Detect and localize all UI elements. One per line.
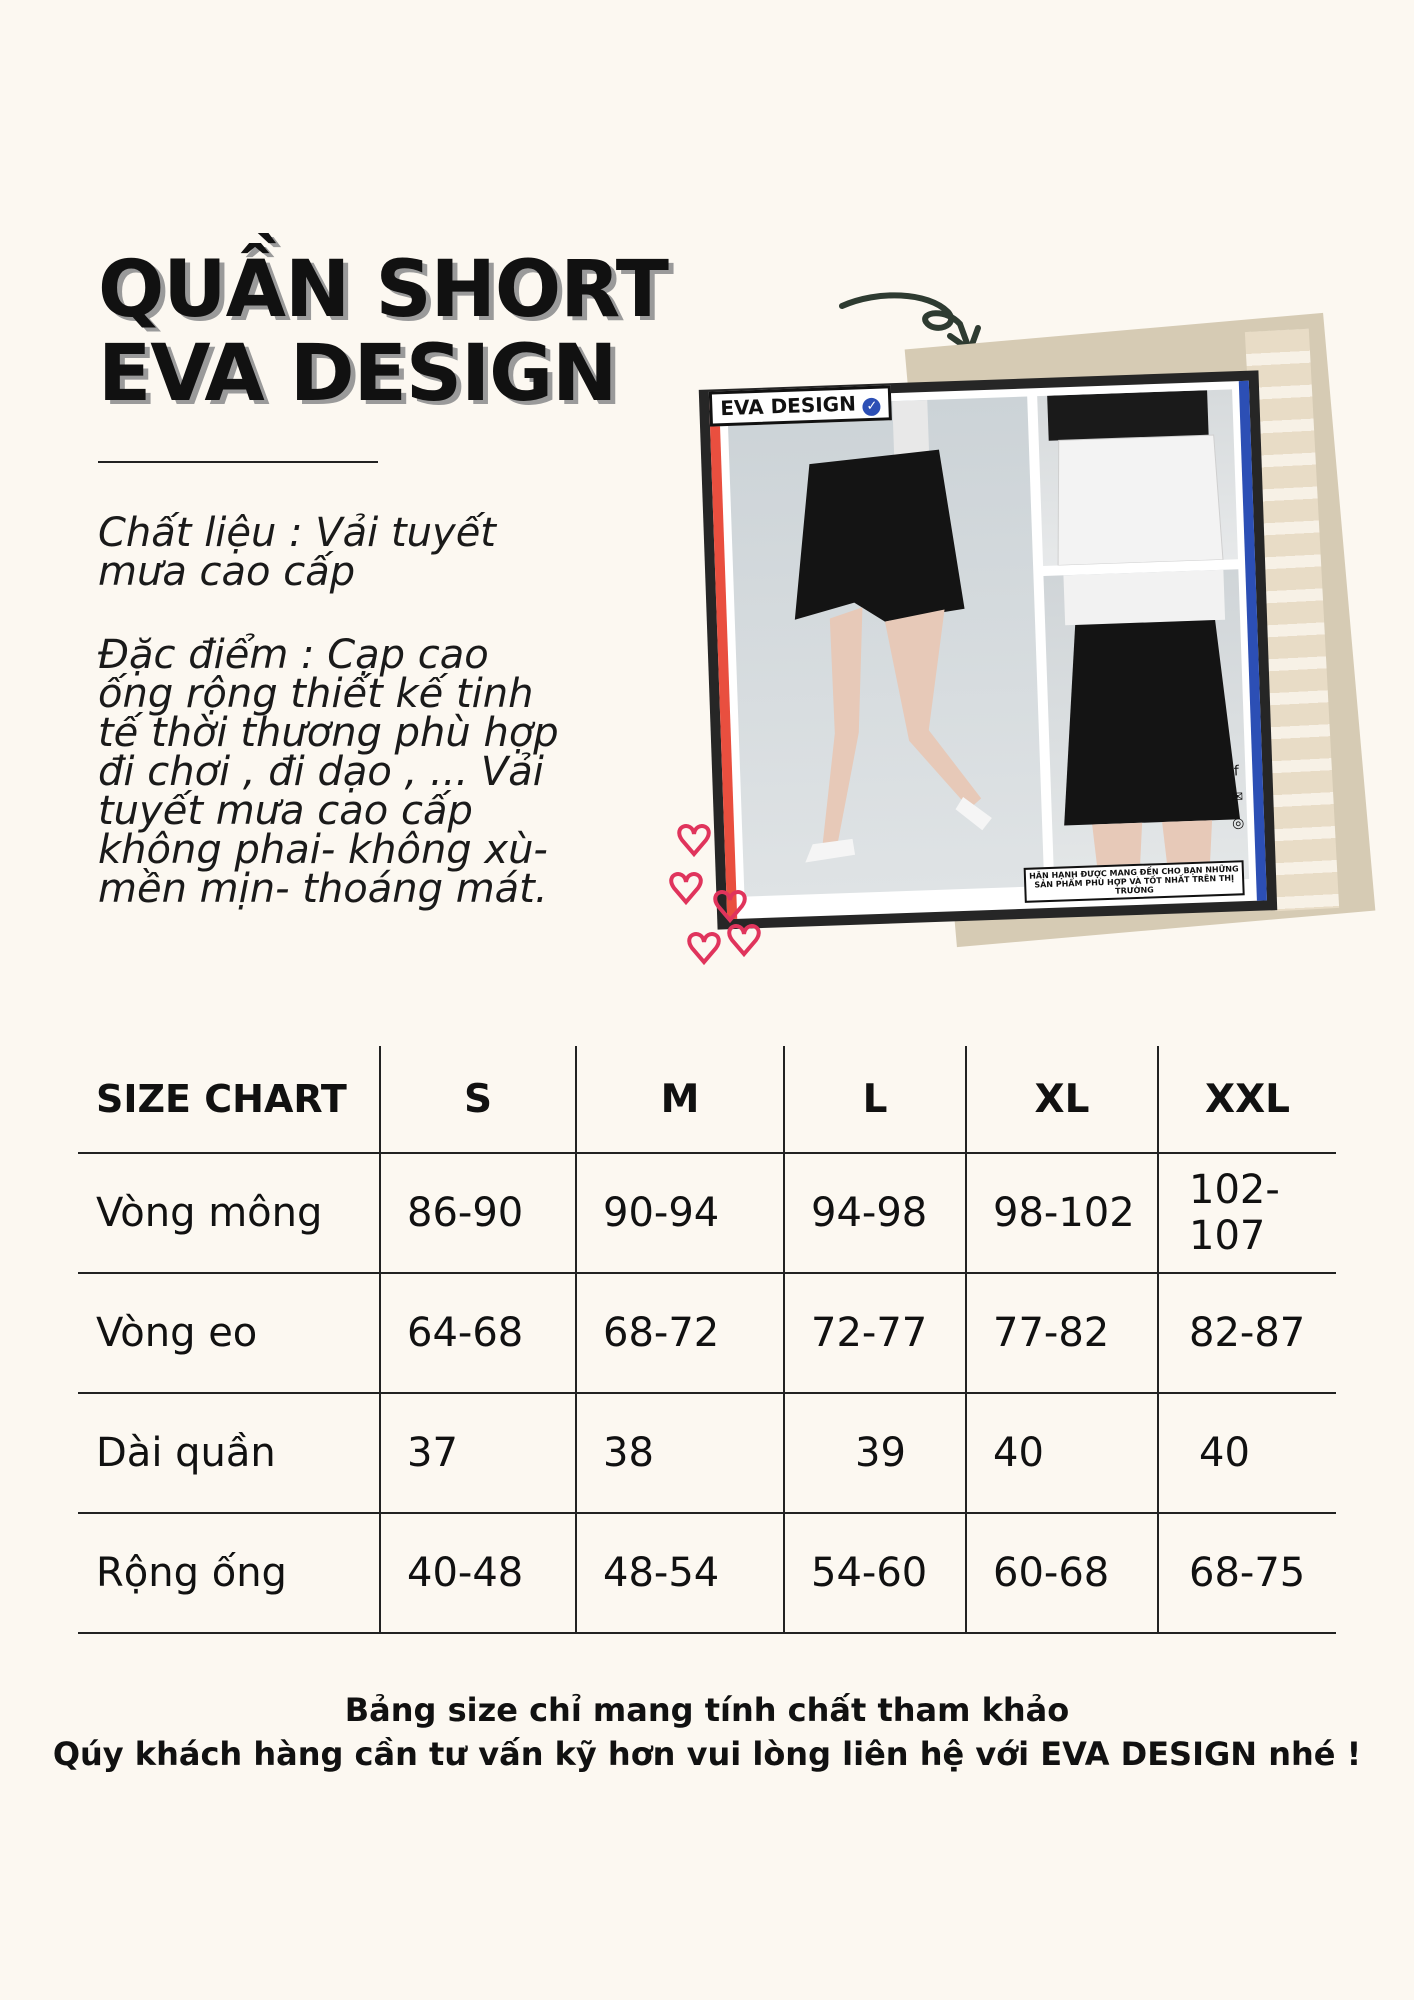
- facebook-icon: f: [1233, 763, 1240, 780]
- table-cell: 37: [380, 1393, 576, 1513]
- table-cell: 39: [784, 1393, 966, 1513]
- table-row: [78, 1393, 1336, 1513]
- brand-tag-text: EVA DESIGN: [719, 391, 857, 421]
- table-cell: 40: [1158, 1393, 1336, 1513]
- table-cell: 48-54: [576, 1513, 784, 1633]
- row-label: Vòng mông: [96, 1190, 323, 1236]
- size-chart-header-row: [78, 1046, 1336, 1153]
- table-cell: 68-72: [576, 1273, 784, 1393]
- size-header-l: L: [784, 1046, 966, 1153]
- table-cell: 40-48: [380, 1513, 576, 1633]
- table-row: [78, 1153, 1336, 1273]
- disclaimer-line-1: Bảng size chỉ mang tính chất tham khảo: [344, 1691, 1070, 1729]
- material-text: Chất liệu : Vải tuyết mưa cao cấp: [98, 510, 496, 595]
- table-cell: 54-60: [784, 1513, 966, 1633]
- table-cell: 90-94: [576, 1153, 784, 1273]
- table-cell: 72-77: [784, 1273, 966, 1393]
- title-line-2: EVA DESIGN: [98, 329, 617, 419]
- messenger-icon: ✉: [1231, 789, 1244, 806]
- photo-inner: [709, 381, 1267, 920]
- instagram-icon: ◎: [1231, 815, 1245, 832]
- size-chart-table: [78, 1046, 1336, 1634]
- table-cell: 60-68: [966, 1513, 1158, 1633]
- size-chart-title: SIZE CHART: [96, 1077, 347, 1121]
- row-label: Vòng eo: [96, 1310, 258, 1356]
- table-row: [78, 1273, 1336, 1393]
- photo-frame: [699, 370, 1278, 929]
- disclaimer-line-2: Qúy khách hàng cần tư vấn kỹ hơn vui lòng liên hệ với EVA DESIGN nhé !: [52, 1735, 1362, 1773]
- row-label: Rộng ống: [96, 1550, 287, 1596]
- table-cell: 64-68: [380, 1273, 576, 1393]
- table-cell: 86-90: [380, 1153, 576, 1273]
- table-cell: 40: [966, 1393, 1158, 1513]
- table-cell: 68-75: [1158, 1513, 1336, 1633]
- table-cell: 94-98: [784, 1153, 966, 1273]
- table-cell: 82-87: [1158, 1273, 1336, 1393]
- model-illustration: [727, 396, 1044, 896]
- page-title: [98, 245, 668, 419]
- size-header-s: S: [380, 1046, 576, 1153]
- divider: [98, 461, 378, 463]
- white-shorts-illustration: [1037, 389, 1238, 566]
- product-photo-main: [727, 396, 1044, 896]
- photo-footer-text: HÂN HẠNH ĐƯỢC MANG ĐẾN CHO BẠN NHỮNG SẢN PHẨM PHÙ HỢP VÀ TỐT NHẤT TRÊN THỊ TRƯỜNG: [1024, 860, 1245, 903]
- table-cell: 38: [576, 1393, 784, 1513]
- table-cell: 77-82: [966, 1273, 1158, 1393]
- verified-check-icon: ✓: [863, 398, 882, 417]
- black-shorts-illustration: [1043, 569, 1249, 886]
- table-cell: 102-107: [1158, 1153, 1336, 1273]
- size-header-xl: XL: [966, 1046, 1158, 1153]
- hearts-decoration: [662, 810, 772, 980]
- title-line-1: QUẦN SHORT: [98, 245, 668, 335]
- product-photo-collage: [700, 290, 1360, 990]
- row-label: Dài quần: [96, 1430, 276, 1476]
- product-photo-white: [1037, 389, 1238, 566]
- features-text: Đặc điểm : Cạp cao ống rộng thiết kế tinh tế thời thương phù hợp đi chơi , đi dạo , ... Vải tuyết mưa cao cấp không phai- không xù- mền mịn- thoáng mát.: [98, 632, 559, 912]
- table-row: [78, 1513, 1336, 1633]
- brand-tag: [709, 385, 893, 426]
- disclaimer-note: [0, 1688, 1414, 1776]
- size-header-m: M: [576, 1046, 784, 1153]
- size-header-xxl: XXL: [1158, 1046, 1336, 1153]
- product-photo-black: [1043, 569, 1249, 886]
- table-cell: 98-102: [966, 1153, 1158, 1273]
